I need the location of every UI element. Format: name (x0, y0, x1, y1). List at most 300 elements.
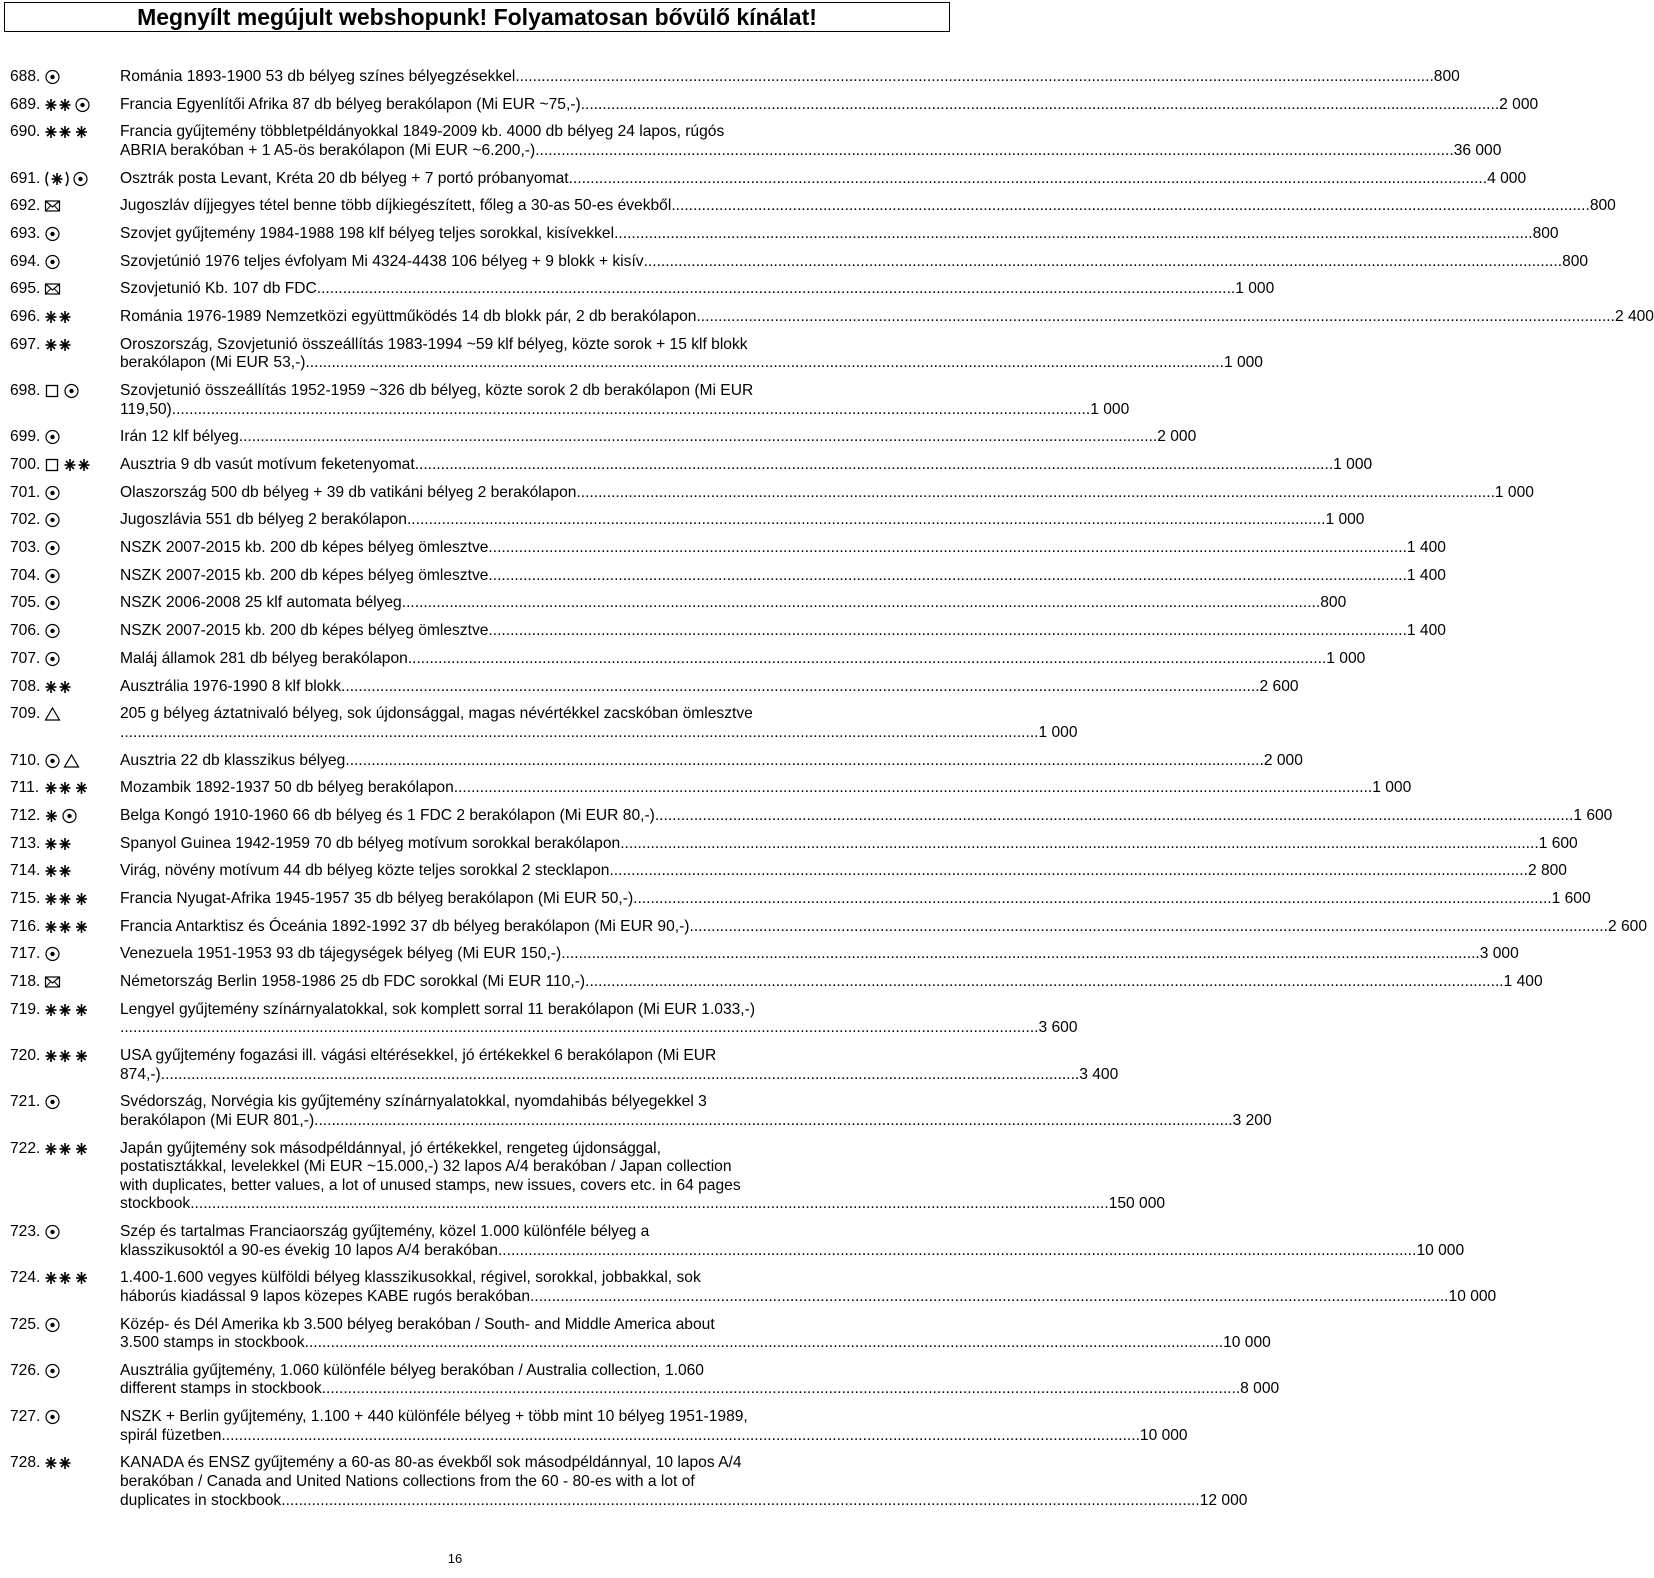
lot-condition-symbols (44, 539, 120, 558)
lot-condition-symbols (44, 123, 120, 160)
used-postmark-icon (44, 512, 61, 528)
lot-text: Szovjet gyűjtemény 1984-1988 198 klf bélyeg teljes sorokkal, kisívekkel (120, 225, 615, 243)
lot-description-line (120, 1177, 1165, 1196)
dot-leader (530, 1288, 1448, 1307)
dot-leader (341, 678, 1259, 697)
lot-number: 703. (10, 539, 41, 557)
lot-number: 699. (10, 428, 41, 446)
lot-description-line (120, 1473, 1247, 1492)
lot-row (10, 539, 1446, 558)
lot-text: berakólapon (Mi EUR 801,-) (120, 1111, 315, 1129)
lot-description (120, 705, 1078, 742)
dot-leader (689, 918, 1607, 937)
lot-description (120, 678, 1299, 697)
lot-description (120, 1454, 1247, 1510)
lot-row (10, 1269, 1497, 1306)
page-number: 16 (447, 1551, 463, 1566)
dot-leader (620, 835, 1538, 854)
lot-text: Románia 1976-1989 Nemzetközi együttműködés 14 db blokk pár, 2 db berakólapon (120, 308, 697, 326)
lot-text: Francia Antarktisz és Óceánia 1892-1992 37 db bélyeg berakólapon (Mi EUR 90,-) (120, 917, 690, 935)
lot-description-line (120, 1093, 1272, 1112)
lot-text: Francia Nyugat-Afrika 1945-1957 35 db bélyeg berakólapon (Mi EUR 50,-) (120, 889, 634, 907)
lot-description-line (120, 1380, 1279, 1399)
lot-description-line (120, 973, 1543, 992)
lot-number: 698. (10, 382, 41, 400)
lot-description-line (120, 1408, 1188, 1427)
lot-row (10, 225, 1559, 244)
lot-price: 2 800 (1527, 862, 1567, 880)
lot-description-line (120, 511, 1364, 530)
dot-leader (415, 456, 1333, 475)
used-postmark-icon (44, 1224, 61, 1240)
dot-leader (581, 96, 1499, 115)
lot-description-line (120, 1242, 1464, 1261)
lot-row (10, 280, 1275, 299)
used-postmark-icon (63, 383, 80, 399)
lot-text: 874,-) (120, 1065, 161, 1083)
double-star-icon (44, 309, 72, 325)
lot-number: 720. (10, 1046, 41, 1064)
lot-row (10, 1315, 1271, 1353)
lot-price: 4 000 (1487, 169, 1527, 187)
lot-text: 119,50) (120, 400, 172, 418)
dot-leader (633, 890, 1551, 909)
lot-description-line (120, 1223, 1464, 1242)
lot-description-line (120, 650, 1365, 669)
dot-leader (161, 1066, 1079, 1085)
lot-description (120, 96, 1538, 115)
lot-description (120, 567, 1446, 586)
lot-number: 701. (10, 483, 41, 501)
lot-condition-symbols (44, 1269, 120, 1306)
lot-description-line (120, 567, 1446, 586)
double-star-icon (44, 863, 72, 879)
lot-number: 710. (10, 751, 41, 769)
lot-price: 2 600 (1607, 917, 1647, 935)
lot-description (120, 1362, 1279, 1399)
lot-description-line (120, 280, 1274, 299)
lot-price: 10 000 (1223, 1334, 1271, 1352)
single-star-icon (74, 1002, 89, 1018)
lot-description-line (120, 1112, 1272, 1131)
lot-price: 1 000 (1326, 649, 1366, 667)
lot-price: 3 000 (1479, 945, 1519, 963)
used-postmark-icon (44, 1317, 61, 1333)
dot-leader (609, 862, 1527, 881)
used-postmark-icon (44, 226, 61, 242)
dot-leader (407, 511, 1325, 530)
used-postmark-icon (44, 946, 61, 962)
lot-price: 1 400 (1503, 973, 1543, 990)
lot-text: Virág, növény motívum 44 db bélyeg közte teljes sorokkal 2 stecklapon (120, 862, 610, 880)
lot-text: stockbook (120, 1195, 191, 1213)
lot-condition-symbols (44, 650, 120, 669)
lot-number: 724. (10, 1269, 41, 1287)
used-postmark-icon (44, 595, 61, 611)
lot-text: Szép és tartalmas Franciaország gyűjtemény, közel 1.000 különféle bélyeg a (120, 1223, 650, 1240)
single-star-icon (74, 1270, 89, 1286)
lot-description (120, 382, 1129, 419)
lot-description-line (120, 382, 1129, 401)
dot-leader (317, 280, 1235, 299)
lot-text: 1.400-1.600 vegyes külföldi bélyeg klasszikusokkal, régivel, sorokkal, jobbakkal, sok (120, 1269, 701, 1287)
dot-leader (488, 567, 1406, 586)
lot-text: Maláj államok 281 db bélyeg berakólapon (120, 649, 408, 667)
lot-description-line (120, 123, 1501, 142)
lot-number: 700. (10, 456, 41, 474)
lot-description (120, 428, 1196, 447)
dot-leader (488, 539, 1406, 558)
lot-row (10, 973, 1543, 992)
lot-row (10, 1093, 1272, 1130)
single-star-icon (74, 1048, 89, 1064)
lot-number: 690. (10, 123, 41, 141)
lot-description (120, 456, 1372, 475)
lot-number: 691. (10, 169, 41, 187)
lot-description-line (120, 945, 1519, 964)
lot-description (120, 539, 1446, 558)
double-star-icon (44, 919, 72, 935)
lot-description-line (120, 594, 1346, 613)
lot-text: spirál füzetben (120, 1426, 222, 1444)
lot-text: berakóban / Canada and United Nations collections from the 60 - 80-es with a lot of (120, 1473, 695, 1490)
lot-number: 711. (10, 779, 40, 797)
lot-description-line (120, 336, 1263, 355)
lot-text: Közép- és Dél Amerika kb 3.500 bélyeg berakóban / South- and Middle America about (120, 1315, 715, 1333)
double-star-icon (63, 457, 91, 473)
used-postmark-icon (44, 254, 61, 270)
lot-text: Ausztria 9 db vasút motívum feketenyomat (120, 456, 415, 474)
dot-leader (345, 752, 1263, 771)
lot-description-line (120, 308, 1654, 327)
lot-text: Spanyol Guinea 1942-1959 70 db bélyeg motívum sorokkal berakólapon (120, 834, 621, 852)
dot-leader (190, 1195, 1108, 1214)
lot-row (10, 566, 1446, 586)
lot-price: 1 000 (1090, 400, 1130, 418)
lot-description-line (120, 1158, 1165, 1177)
lot-description (120, 835, 1578, 854)
lot-price: 2 400 (1614, 308, 1654, 326)
lot-description-line (120, 705, 1078, 724)
lot-row (10, 862, 1567, 881)
lot-price: 2 000 (1157, 428, 1197, 446)
lot-description-line (120, 1492, 1247, 1511)
lot-row (10, 705, 1078, 742)
dot-leader (305, 1334, 1223, 1353)
lot-condition-symbols (44, 456, 120, 475)
lot-price: 36 000 (1453, 141, 1502, 159)
lot-number: 718. (10, 973, 41, 990)
lot-description-line (120, 1047, 1118, 1066)
lot-condition-symbols (44, 253, 120, 272)
lot-description-line (120, 890, 1591, 909)
lot-condition-symbols (44, 96, 120, 115)
lot-row (10, 806, 1613, 826)
lot-text: KANADA és ENSZ gyűjtemény a 60-as 80-as évekből sok másodpéldánnyal, 10 lapos A/4 (120, 1454, 742, 1472)
lot-description (120, 594, 1346, 613)
lot-row (10, 677, 1299, 697)
lot-text: berakólapon (Mi EUR 53,-) (120, 354, 306, 372)
dot-leader (561, 945, 1479, 964)
used-postmark-icon (44, 1363, 61, 1379)
lot-condition-symbols (44, 835, 120, 854)
lot-description-line (120, 1269, 1496, 1288)
dot-leader (221, 1427, 1139, 1446)
lot-text: Svédország, Norvégia kis gyűjtemény színárnyalatokkal, nyomdahibás bélyegekkel 3 (120, 1093, 707, 1111)
lot-text: Irán 12 klf bélyeg (120, 428, 239, 446)
used-postmark-icon (44, 651, 61, 667)
double-star-icon (44, 1455, 72, 1471)
lot-description-line (120, 1427, 1188, 1446)
lot-description (120, 807, 1612, 826)
lot-description (120, 123, 1501, 160)
lot-condition-symbols (44, 170, 120, 189)
lot-description-line (120, 456, 1372, 475)
lot-row (10, 622, 1446, 641)
lot-description-line (120, 354, 1263, 373)
used-postmark-icon (44, 623, 61, 639)
lot-text: Japán gyűjtemény sok másodpéldánnyal, jó értékekkel, rengeteg újdonsággal, (120, 1139, 661, 1157)
lot-price: 1 000 (1333, 456, 1373, 474)
lot-text: Venezuela 1951-1953 93 db tájegységek bélyeg (Mi EUR 150,-) (120, 945, 562, 963)
lot-text: Ausztria 22 db klasszikus bélyeg (120, 751, 346, 769)
lot-text: NSZK 2007-2015 kb. 200 db képes bélyeg ömlesztve (120, 566, 489, 584)
lot-condition-symbols (44, 918, 120, 937)
lot-number: 705. (10, 594, 41, 612)
lot-price: 10 000 (1139, 1426, 1188, 1444)
dot-leader (402, 594, 1320, 613)
lot-condition-symbols (44, 225, 120, 244)
lot-row (10, 945, 1519, 964)
lot-price: 1 000 (1038, 723, 1078, 741)
single-star-icon (44, 808, 59, 824)
dot-leader (172, 401, 1090, 420)
lot-text: postatisztákkal, levelekkel (Mi EUR ~15.000,-) 32 lapos A/4 berakóban / Japan collection (120, 1158, 732, 1176)
dot-leader (644, 253, 1562, 272)
dot-leader (305, 354, 1223, 373)
lot-description (120, 918, 1647, 937)
lot-price: 800 (1433, 68, 1460, 85)
lot-number: 694. (10, 252, 41, 270)
lot-description-line (120, 724, 1078, 743)
double-star-icon (44, 891, 72, 907)
single-star-icon (74, 891, 89, 907)
dot-leader (314, 1112, 1232, 1131)
lot-price: 1 600 (1573, 806, 1613, 824)
lot-description (120, 511, 1364, 530)
lot-text: Francia gyűjtemény többletpéldányokkal 1849-2009 kb. 4000 db bélyeg 24 lapos, rúgós (120, 123, 725, 141)
lot-description (120, 253, 1588, 272)
lot-price: 800 (1589, 197, 1616, 215)
lot-price: 1 000 (1235, 280, 1275, 298)
lot-description-line (120, 428, 1196, 447)
lot-number: 725. (10, 1315, 41, 1333)
lot-condition-symbols (44, 280, 120, 299)
lot-condition-symbols (44, 1140, 120, 1214)
proof-square-icon (44, 457, 61, 473)
lot-price: 1 000 (1372, 779, 1412, 797)
lot-description (120, 1093, 1272, 1130)
lot-price: 2 000 (1499, 95, 1539, 113)
lot-description-line (120, 142, 1501, 161)
lot-text: háborús kiadással 9 lapos közepes KABE rugós berakóban (120, 1287, 531, 1305)
dot-leader (696, 308, 1614, 327)
lot-description-line (120, 1001, 1078, 1020)
lot-row (10, 751, 1303, 771)
lot-price: 800 (1562, 252, 1589, 270)
dot-leader (322, 1380, 1240, 1399)
lot-row (10, 1223, 1465, 1260)
lot-condition-symbols (44, 382, 120, 419)
lot-text: duplicates in stockbook (120, 1491, 282, 1509)
lot-number: 717. (10, 945, 41, 963)
lot-text: Jugoszláv díjjegyes tétel benne több díjkiegészített, főleg a 30-as 50-es évekből (120, 197, 672, 215)
lot-description-line (120, 835, 1578, 854)
paren-star-icon (44, 171, 70, 187)
single-star-icon (74, 919, 89, 935)
dot-leader (498, 1242, 1416, 1261)
lot-text: 205 g bélyeg áztatnivaló bélyeg, sok újdonsággal, magas névértékkel zacskóban ömlesztve (120, 705, 753, 723)
lot-row (10, 308, 1654, 327)
lot-number: 723. (10, 1223, 41, 1240)
lot-number: 713. (10, 834, 41, 852)
lot-description (120, 752, 1303, 771)
lot-description-line (120, 68, 1460, 87)
lot-condition-symbols (44, 68, 120, 87)
lot-price: 10 000 (1416, 1241, 1465, 1259)
cover-envelope-icon (44, 281, 61, 297)
lot-price: 800 (1532, 225, 1559, 243)
used-postmark-icon (44, 1094, 61, 1110)
dot-leader (120, 1019, 1038, 1038)
lot-condition-symbols (44, 1001, 120, 1038)
dot-leader (120, 724, 1038, 743)
proof-square-icon (44, 383, 61, 399)
lot-description-line (120, 1195, 1165, 1214)
lot-text: Szovjetúnió 1976 teljes évfolyam Mi 4324-4438 106 bélyeg + 9 blokk + kisív (120, 252, 644, 270)
lot-description (120, 890, 1591, 909)
lot-row (10, 1408, 1188, 1445)
lot-number: 727. (10, 1408, 41, 1426)
lot-condition-symbols (44, 705, 120, 742)
lot-number: 722. (10, 1139, 41, 1157)
cover-envelope-icon (44, 198, 61, 214)
lot-price: 1 000 (1325, 511, 1365, 529)
lot-row (10, 456, 1373, 475)
used-postmark-icon (44, 485, 61, 501)
lot-description (120, 280, 1274, 299)
lot-list (10, 68, 1654, 1519)
lot-number: 692. (10, 197, 41, 215)
used-postmark-icon (44, 753, 61, 769)
lot-description (120, 68, 1460, 87)
lot-text: Románia 1893-1900 53 db bélyeg színes bélyegzésekkel (120, 68, 516, 85)
lot-condition-symbols (44, 973, 120, 992)
lot-condition-symbols (44, 197, 120, 216)
lot-condition-symbols (44, 678, 120, 697)
lot-price: 12 000 (1199, 1491, 1248, 1509)
lot-row (10, 382, 1130, 419)
lot-text: Németország Berlin 1958-1986 25 db FDC sorokkal (Mi EUR 110,-) (120, 973, 586, 990)
lot-description-line (120, 1334, 1271, 1353)
lot-condition-symbols (44, 862, 120, 881)
lot-text: USA gyűjtemény fogazási ill. vágási eltérésekkel, jó értékekkel 6 berakólapon (Mi EUR (120, 1046, 717, 1064)
lot-text: Ausztrália gyűjtemény, 1.060 különféle bélyeg berakóban / Australia collection, 1.060 (120, 1361, 704, 1379)
lot-row (10, 779, 1412, 798)
dot-leader (454, 779, 1372, 798)
lot-text: NSZK + Berlin gyűjtemény, 1.100 + 440 különféle bélyeg + több mint 10 bélyeg 1951-1989, (120, 1408, 748, 1426)
lot-description-line (120, 862, 1567, 881)
lot-text: Lengyel gyűjtemény színárnyalatokkal, sok komplett sorral 11 berakólapon (Mi EUR 1.033,-) (120, 1000, 756, 1018)
cover-envelope-icon (44, 974, 61, 990)
single-star-icon (74, 780, 89, 796)
lot-description (120, 484, 1534, 503)
lot-description-line (120, 1019, 1078, 1038)
lot-price: 1 400 (1406, 566, 1446, 584)
lot-description-line (120, 170, 1526, 189)
lot-text: Szovjetunió Kb. 107 db FDC (120, 280, 317, 298)
double-star-icon (44, 124, 72, 140)
lot-text: Belga Kongó 1910-1960 66 db bélyeg és 1 FDC 2 berakólapon (Mi EUR 80,-) (120, 806, 655, 824)
lot-row (10, 428, 1197, 447)
lot-description-line (120, 197, 1616, 216)
double-star-icon (44, 337, 72, 353)
lot-description (120, 862, 1567, 881)
lot-description-line (120, 752, 1303, 771)
lot-description-line (120, 96, 1538, 115)
mixed-triangle-icon (44, 706, 61, 722)
lot-description (120, 1223, 1464, 1260)
used-postmark-icon (44, 568, 61, 584)
lot-price: 1 600 (1538, 834, 1578, 852)
lot-text: Szovjetunió összeállítás 1952-1959 ~326 db bélyeg, közte sorok 2 db berakólapon (Mi EUR (120, 382, 754, 400)
lot-number: 702. (10, 511, 41, 529)
lot-description-line (120, 678, 1299, 697)
lot-text: Oroszország, Szovjetunió összeállítás 1983-1994 ~59 klf bélyeg, közte sorok + 15 klf blokk (120, 335, 748, 353)
used-postmark-icon (74, 97, 91, 113)
lot-condition-symbols (44, 1093, 120, 1130)
used-postmark-icon (44, 540, 61, 556)
lot-number: 721. (10, 1093, 41, 1111)
lot-description (120, 1047, 1118, 1084)
lot-description-line (120, 1140, 1165, 1159)
lot-price: 2 600 (1259, 677, 1299, 695)
dot-leader (239, 428, 1157, 447)
lot-description (120, 973, 1543, 992)
double-star-icon (44, 679, 72, 695)
lot-description (120, 1140, 1165, 1214)
lot-text: NSZK 2007-2015 kb. 200 db képes bélyeg ömlesztve (120, 539, 489, 557)
lot-row (10, 197, 1616, 216)
lot-condition-symbols (44, 594, 120, 613)
double-star-icon (44, 1270, 72, 1286)
lot-number: 695. (10, 280, 41, 298)
lot-description-line (120, 622, 1446, 641)
dot-leader (614, 225, 1532, 244)
double-star-icon (44, 97, 72, 113)
lot-number: 714. (10, 862, 41, 880)
lot-description (120, 170, 1526, 189)
lot-condition-symbols (44, 1362, 120, 1399)
lot-row (10, 95, 1539, 115)
lot-number: 688. (10, 68, 41, 85)
lot-number: 728. (10, 1454, 41, 1472)
lot-condition-symbols (44, 336, 120, 373)
lot-price: 2 000 (1263, 751, 1303, 769)
lot-description-line (120, 1288, 1496, 1307)
lot-condition-symbols (44, 1454, 120, 1510)
lot-description (120, 622, 1446, 641)
